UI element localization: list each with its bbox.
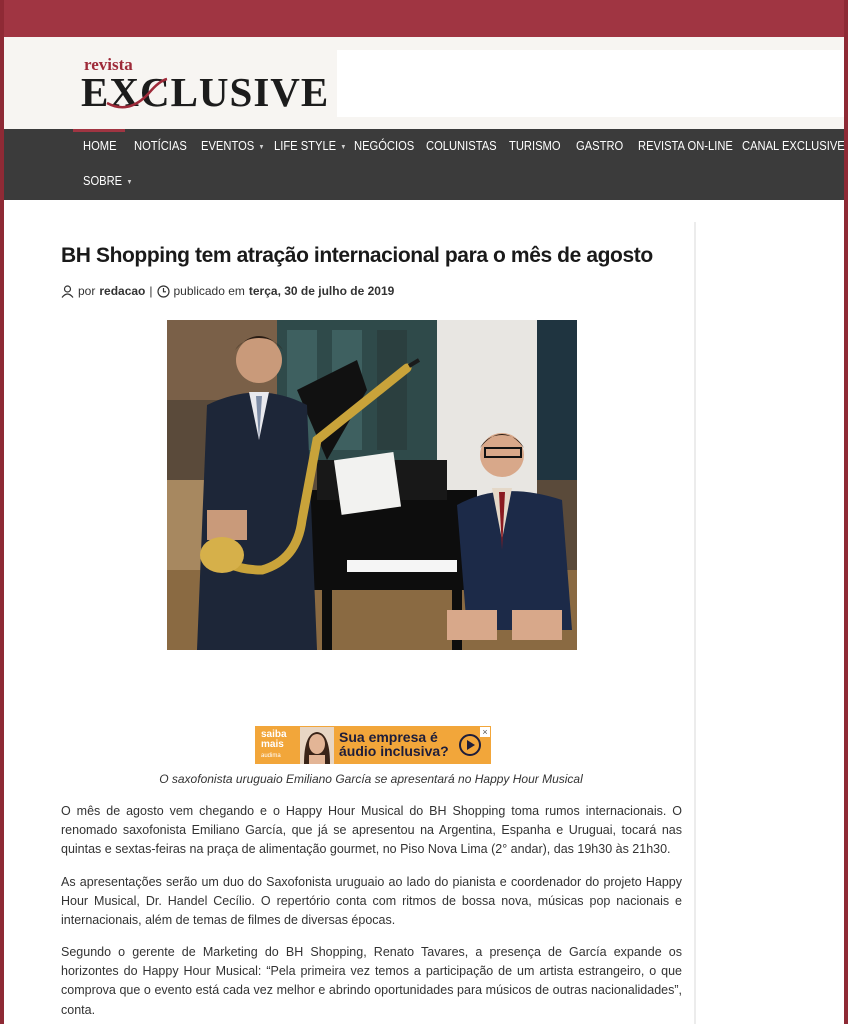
photo-caption: O saxofonista uruguaio Emiliano García se apresentará no Happy Hour Musical: [159, 772, 583, 786]
nav-item-canal-exclusive[interactable]: CANAL EXCLUSIVE: [742, 138, 845, 153]
nav-item-sobre[interactable]: SOBRE ▼: [83, 173, 133, 188]
chevron-down-icon: ▼: [126, 179, 133, 186]
ad-left-text: saiba mais audima: [261, 729, 287, 759]
photo-saxophonist-and-pianist-icon: [167, 320, 577, 650]
nav-active-indicator: [73, 129, 125, 132]
logo-revista-text: revista: [84, 55, 133, 74]
nav-item-noticias[interactable]: NOTÍCIAS: [134, 138, 187, 153]
chevron-down-icon: ▼: [258, 144, 265, 151]
chevron-down-icon: ▼: [340, 144, 347, 151]
nav-item-eventos[interactable]: EVENTOS ▼: [201, 138, 265, 153]
article-paragraph-2: As apresentações serão um duo do Saxofonista uruguaio ao lado do pianista e coordenador do projeto Happy Hour Musical, Dr. Handel Cecílio. O repertório conta com ritmos de bossa nova, músicas pop nacionais e internacionais, além de temas de filmes de diversas épocas.: [61, 875, 682, 928]
user-icon: [61, 285, 74, 298]
article-content: [4, 200, 844, 1024]
top-accent-bar: [0, 0, 848, 37]
meta-by-label: por: [78, 284, 96, 298]
article-photo: [167, 320, 577, 650]
meta-published-label: publicado em: [173, 284, 245, 298]
nav-item-revista-online[interactable]: REVISTA ON-LINE: [638, 138, 733, 153]
header-ad-slot: [337, 50, 844, 117]
play-icon[interactable]: [459, 734, 481, 756]
article-meta: [61, 282, 394, 300]
logo-exclusive-text: EXCLUSIVE: [81, 69, 330, 115]
nav-item-home[interactable]: HOME: [83, 138, 117, 153]
nav-item-turismo[interactable]: TURISMO: [509, 138, 561, 153]
site-header: [4, 37, 844, 129]
sidebar-divider: [694, 222, 696, 1024]
site-logo[interactable]: [81, 55, 330, 117]
main-navigation: [4, 129, 844, 200]
nav-item-colunistas[interactable]: COLUNISTAS: [426, 138, 497, 153]
ad-woman-photo-icon: [300, 727, 334, 764]
article-paragraph-3: Segundo o gerente de Marketing do BH Shopping, Renato Tavares, a presença de García expande os horizontes do Happy Hour Musical: “Pela primeira vez temos a participação de um artista estrangeiro, o que comprova que o evento está cada vez melhor e abrindo oportunidades para músicos de outras nacionalidades”, conta.: [61, 945, 682, 1017]
article-paragraph-1: O mês de agosto vem chegando e o Happy Hour Musical do BH Shopping toma rumos internacionais. O renomado saxofonista Emiliano García, que já se apresentou na Argentina, Espanha e Uruguai, tocará nas quintas e sextas-feiras na praça de alimentação gourmet, no Piso Nova Lima (2° andar), das 19h30 às 21h30.: [61, 804, 682, 857]
ad-headline: Sua empresa é áudio inclusiva?: [339, 729, 449, 759]
nav-item-life-style[interactable]: LIFE STYLE ▼: [274, 138, 347, 153]
logo-swoosh-icon: [99, 75, 169, 113]
published-date: terça, 30 de julho de 2019: [248, 284, 395, 298]
author-link[interactable]: redacao: [99, 284, 146, 298]
article-title: BH Shopping tem atração internacional para o mês de agosto: [61, 244, 653, 267]
nav-item-negocios[interactable]: NEGÓCIOS: [354, 138, 415, 153]
clock-icon: [157, 285, 170, 298]
ad-close-icon[interactable]: ×: [480, 727, 490, 737]
audima-ad-banner[interactable]: [255, 726, 491, 764]
nav-item-gastro[interactable]: GASTRO: [576, 138, 624, 153]
meta-separator: |: [149, 284, 153, 298]
